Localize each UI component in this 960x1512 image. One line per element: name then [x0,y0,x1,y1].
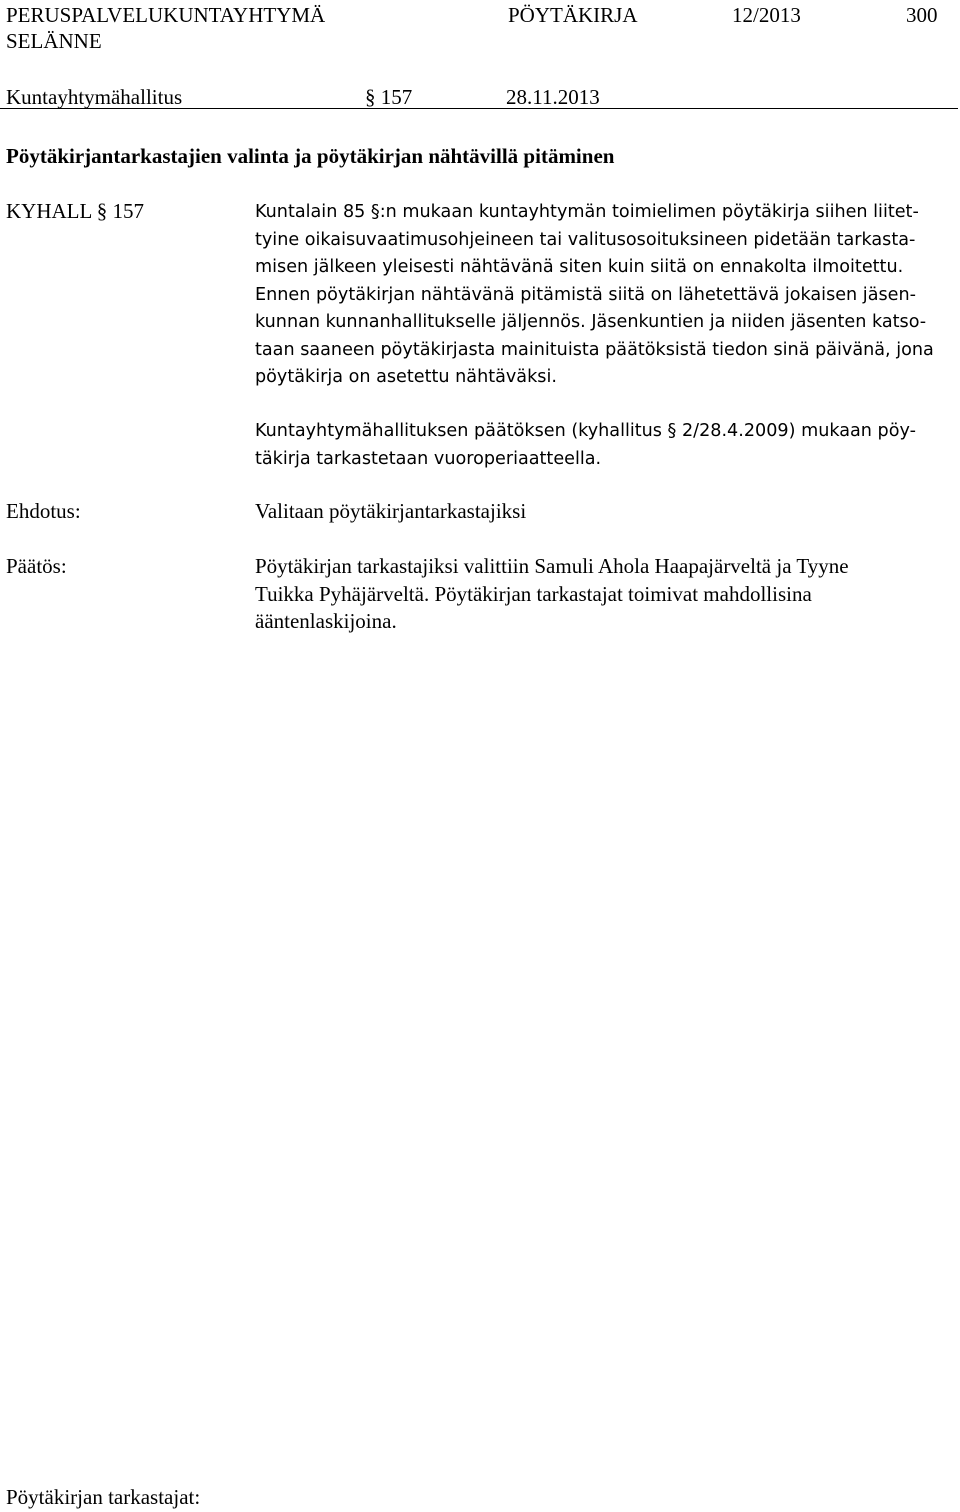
issue-number: 12/2013 [732,3,801,27]
proposal-text: Valitaan pöytäkirjantarkastajiksi [255,499,527,523]
proposal-label: Ehdotus: [6,499,81,523]
decision-line: Tuikka Pyhäjärveltä. Pöytäkirjan tarkastajat toimivat mahdollisina [255,581,812,606]
paragraph-line: täkirja tarkastetaan vuoroperiaatteella. [255,448,602,469]
paragraph-line: Kuntalain 85 §:n mukaan kuntayhtymän toimielimen pöytäkirja siihen liitet- [255,202,919,222]
section-label: KYHALL § 157 [6,199,145,223]
page-number: 300 [906,3,938,27]
paragraph-line: kunnan kunnanhallitukselle jäljennös. Jäsenkuntien ja niiden jäsenten katso- [255,312,927,332]
header-section-number: § 157 [365,85,413,109]
document-type: PÖYTÄKIRJA [508,3,638,27]
org-name-line2: SELÄNNE [6,29,102,53]
decision-label: Päätös: [6,554,67,578]
paragraph-legal-basis [255,199,955,392]
decision-line: Pöytäkirjan tarkastajiksi valittiin Samuli Ahola Haapajärveltä ja Tyyne [255,554,849,578]
org-name-line1: PERUSPALVELUKUNTAYHTYMÄ [6,3,326,27]
footer-reviewers-label: Pöytäkirjan tarkastajat: [6,1485,201,1509]
decision-line: ääntenlaskijoina. [255,609,397,633]
paragraph-line: misen jälkeen yleisesti nähtävänä siten kuin siitä on ennakolta ilmoitettu. [255,257,904,277]
paragraph-line: taan saaneen pöytäkirjasta mainituista päätöksistä tiedon sinä päivänä, jona [255,339,934,360]
paragraph-line: Kuntayhtymähallituksen päätöksen (kyhallitus § 2/28.4.2009) mukaan pöy- [255,421,916,441]
meeting-date: 28.11.2013 [506,85,600,109]
paragraph-line: pöytäkirja on asetettu nähtäväksi. [255,367,557,387]
paragraph-line: Ennen pöytäkirjan nähtävänä pitämistä siitä on lähetettävä jokaisen jäsen- [255,284,916,305]
paragraph-rotation-rule [255,418,955,473]
header-divider [0,108,958,109]
page-title: Pöytäkirjantarkastajien valinta ja pöytäkirjan nähtävillä pitäminen [6,144,615,168]
decision-text [255,553,955,636]
governing-body: Kuntayhtymähallitus [6,85,183,109]
paragraph-line: tyine oikaisuvaatimusohjeineen tai valitusosoituksineen pidetään tarkasta- [255,229,916,250]
